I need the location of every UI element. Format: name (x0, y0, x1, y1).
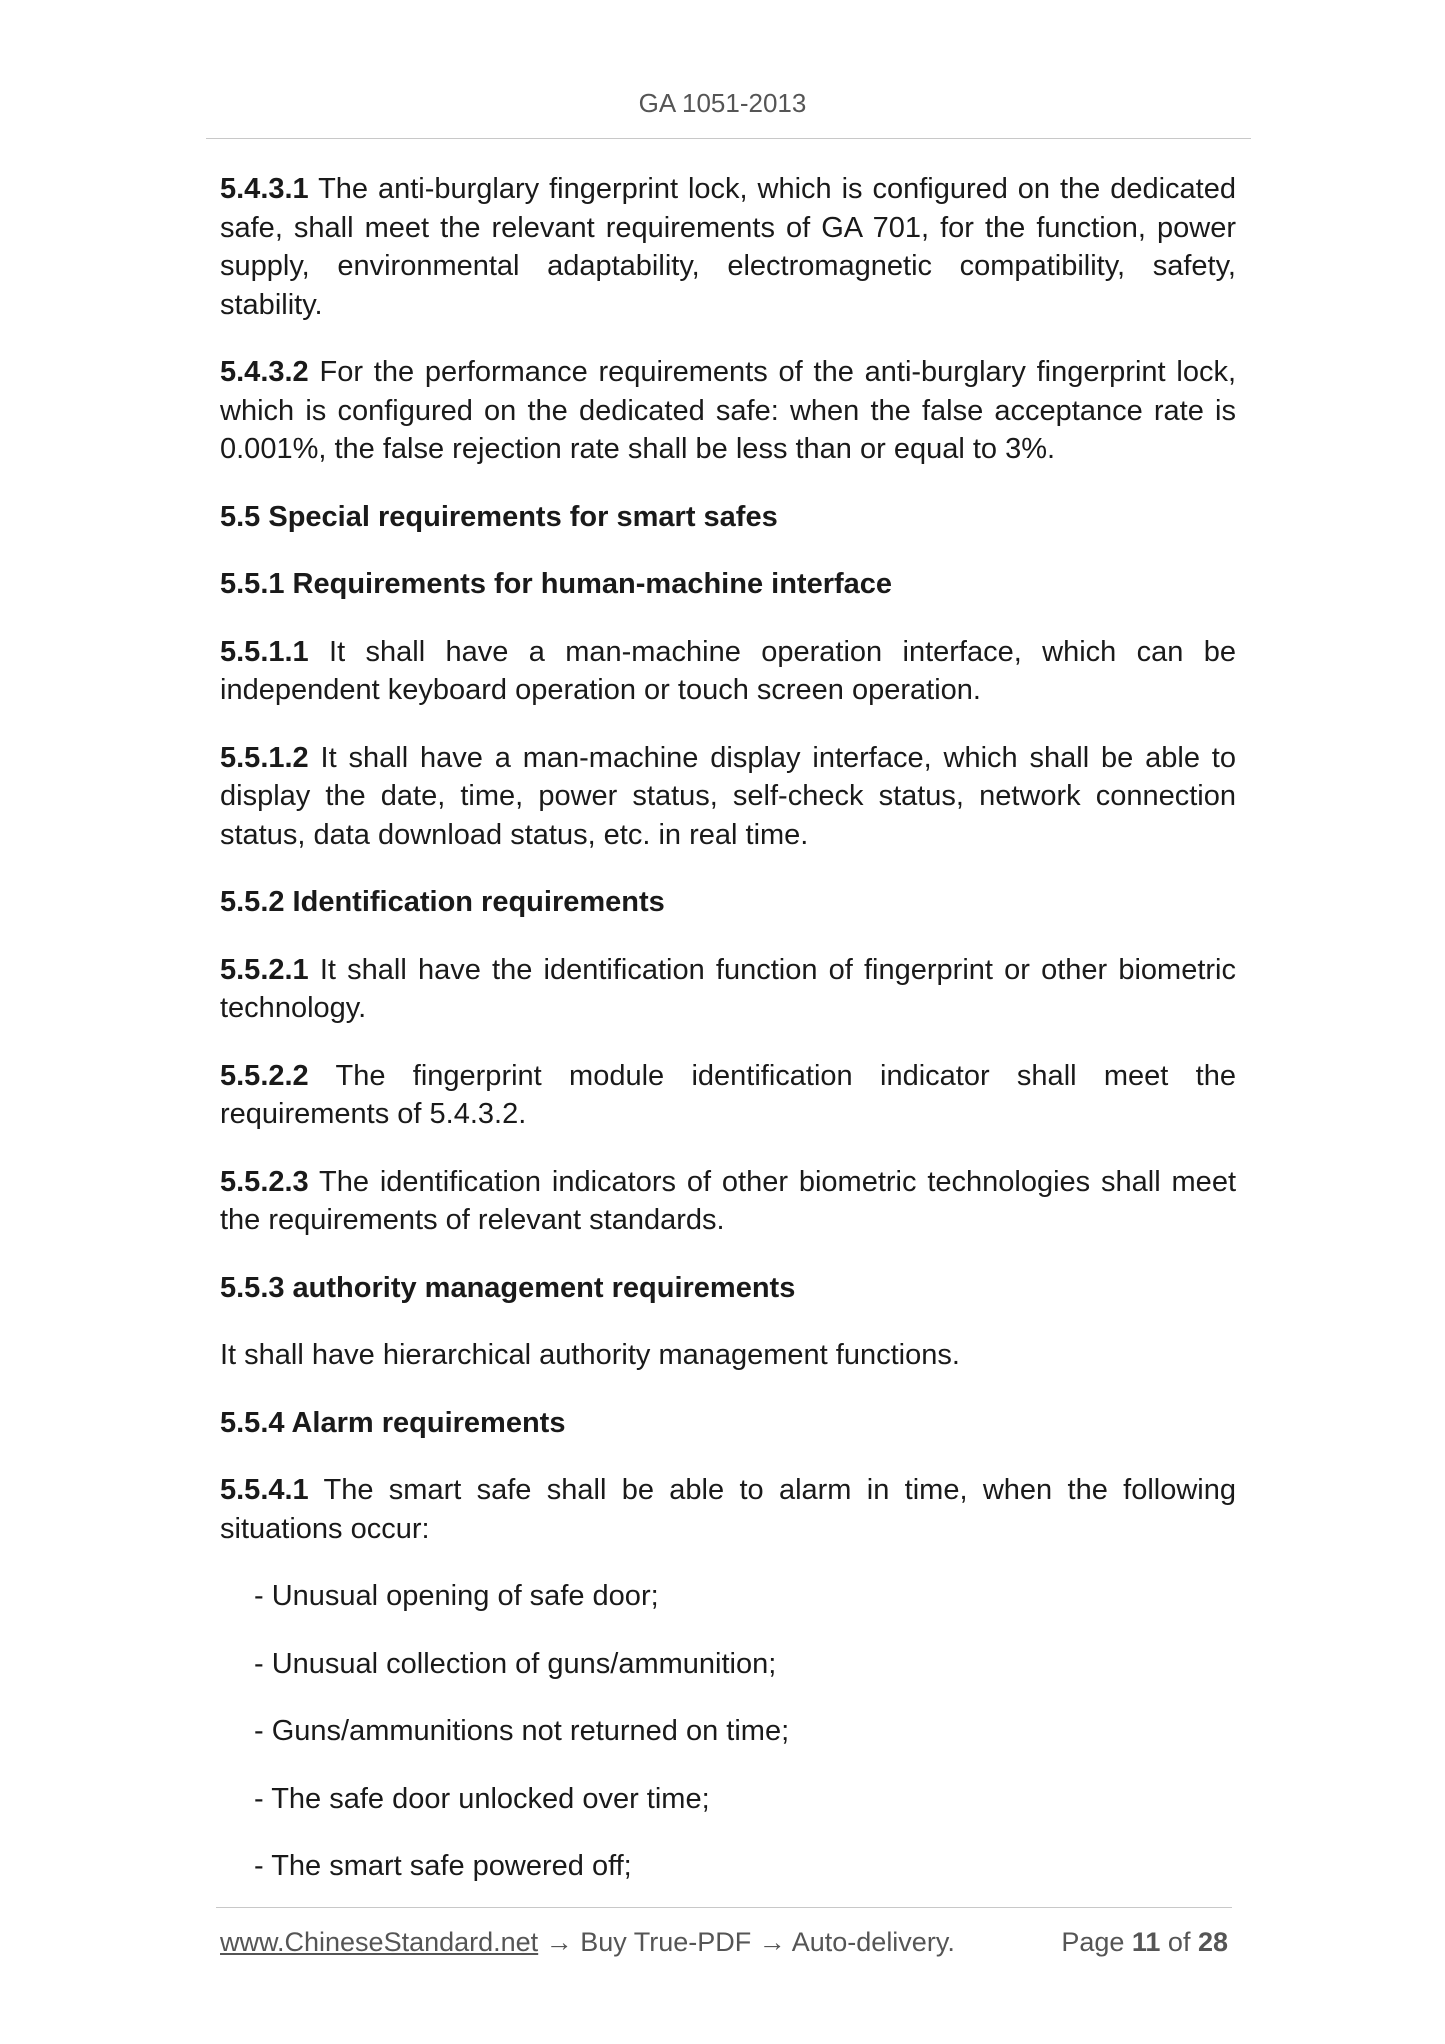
clause-paragraph (220, 633, 1236, 710)
clause-paragraph (220, 1163, 1236, 1240)
page-current: 11 (1131, 1927, 1161, 1957)
clause-number: 5.4.3.1 (220, 173, 309, 205)
clause-paragraph (220, 1057, 1236, 1134)
document-header-title: GA 1051-2013 (638, 88, 807, 118)
clause-text: It shall have the identification function of fingerprint or other biometric technology. (220, 953, 1236, 1024)
clause-text: The anti-burglary fingerprint lock, which is configured on the dedicated safe, shall meet the relevant requirements of GA 701, for the function, power supply, environmental adaptability, electromagnetic compatibility, safety, stability. (220, 173, 1236, 321)
page-indicator (1061, 1927, 1228, 1958)
clause-text: The identification indicators of other biometric technologies shall meet the requirements of relevant standards. (220, 1165, 1236, 1236)
page-total: 28 (1197, 1927, 1228, 1957)
list-item: - Unusual collection of guns/ammunition; (254, 1647, 777, 1680)
clause-text: It shall have hierarchical authority management functions. (220, 1339, 960, 1371)
footer-divider (216, 1907, 1232, 1908)
section-heading: 5.5.3 authority management requirements (220, 1271, 796, 1304)
clause-text: The fingerprint module identification indicator shall meet the requirements of 5.4.3.2. (220, 1059, 1236, 1130)
clause-number: 5.4.3.2 (220, 356, 309, 388)
clause-number: 5.5.1.1 (220, 635, 309, 668)
list-item: - The smart safe powered off; (254, 1850, 632, 1882)
section-heading: 5.5 Special requirements for smart safes (220, 500, 778, 533)
clause-number: 5.5.4.1 (220, 1474, 309, 1506)
footer-tagline: → Buy True-PDF → Auto-delivery. (538, 1927, 955, 1957)
page-of-label: of (1160, 1927, 1198, 1957)
clause-paragraph (220, 1471, 1236, 1548)
clause-paragraph (220, 951, 1236, 1028)
footer-website-link[interactable]: www.ChineseStandard.net (220, 1927, 539, 1957)
clause-text: It shall have a man-machine display interface, which shall be able to display the date, time, power status, self-check status, network connection status, data download status, etc. in real time. (220, 741, 1236, 851)
page-label: Page (1061, 1927, 1132, 1957)
clause-number: 5.5.1.2 (220, 741, 309, 774)
list-item: - Guns/ammunitions not returned on time; (254, 1715, 790, 1747)
clause-paragraph (220, 353, 1236, 469)
clause-paragraph (220, 1336, 1236, 1375)
clause-number: 5.5.2.1 (220, 953, 309, 986)
clause-text: It shall have a man-machine operation interface, which can be independent keyboard operation or touch screen operation. (220, 635, 1236, 706)
clause-number: 5.5.2.3 (220, 1165, 309, 1198)
clause-paragraph (220, 170, 1236, 324)
section-heading: 5.5.1 Requirements for human-machine interface (220, 568, 893, 600)
list-item: - The safe door unlocked over time; (254, 1782, 710, 1815)
list-item: - Unusual opening of safe door; (254, 1580, 659, 1612)
header-divider (206, 138, 1251, 139)
page-footer (220, 1927, 1232, 1958)
document-body (220, 170, 1236, 1915)
clause-number: 5.5.2.2 (220, 1059, 309, 1092)
clause-text: For the performance requirements of the anti-burglary fingerprint lock, which is configured on the dedicated safe: when the false acceptance rate is 0.001%, the false rejection rate shall be less than or equal to 3%. (220, 356, 1236, 465)
section-heading: 5.5.2 Identification requirements (220, 886, 665, 918)
clause-paragraph (220, 739, 1236, 855)
clause-text: The smart safe shall be able to alarm in time, when the following situations occur: (220, 1474, 1236, 1545)
section-heading: 5.5.4 Alarm requirements (220, 1406, 566, 1439)
